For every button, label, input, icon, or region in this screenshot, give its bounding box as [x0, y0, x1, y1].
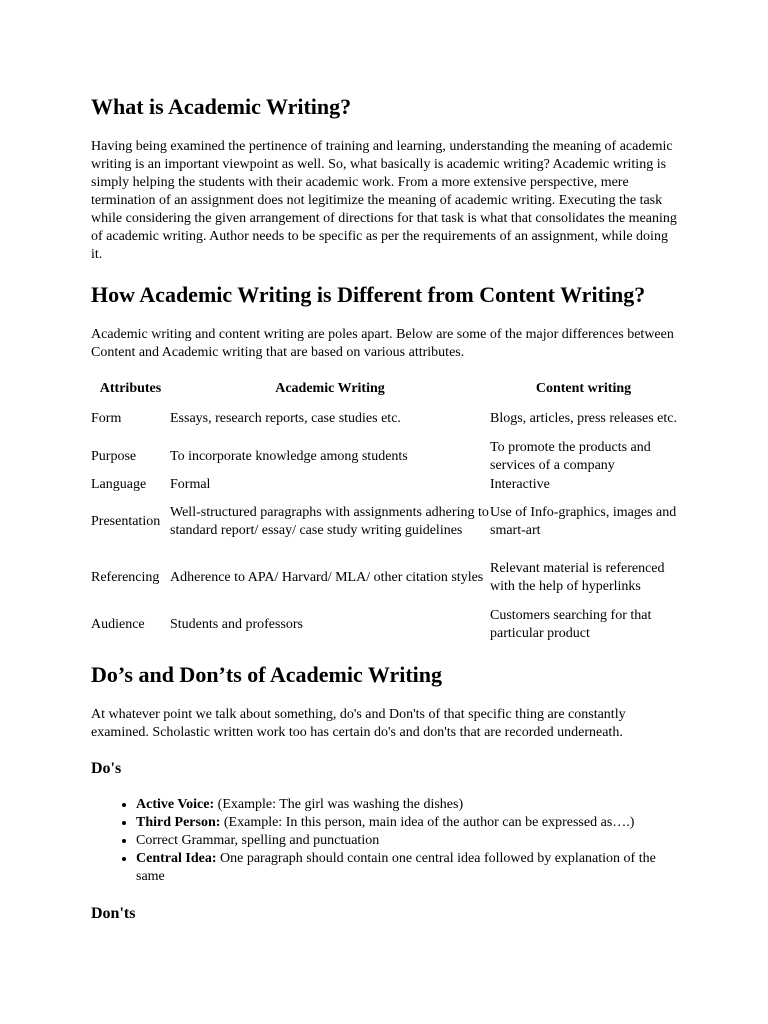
table-cell-attribute: Language — [91, 477, 147, 492]
table-cell-academic: Well-structured paragraphs with assignments adhering to standard report/ essay/ case study writing guidelines — [170, 505, 489, 538]
table-header-row — [91, 379, 677, 400]
table-cell-content: Blogs, articles, press releases etc. — [490, 411, 677, 426]
table-cell-attribute: Form — [91, 411, 122, 426]
table-cell-academic: Formal — [170, 477, 211, 492]
list-item-text: Correct Grammar, spelling and punctuation — [136, 833, 380, 848]
table-header-attributes: Attributes — [99, 381, 162, 396]
table-cell-academic: To incorporate knowledge among students — [170, 449, 408, 464]
table-row — [91, 494, 677, 550]
heading-donts: Don'ts — [91, 905, 136, 922]
list-item — [136, 796, 677, 814]
list-item-text: (Example: In this person, main idea of the author can be expressed as….) — [220, 815, 635, 830]
table-header-academic-writing: Academic Writing — [275, 381, 385, 396]
heading-dos-and-donts: Do’s and Don’ts of Academic Writing — [91, 662, 442, 687]
list-item — [136, 814, 677, 832]
paragraph-differences-intro: Academic writing and content writing are poles apart. Below are some of the major differences between Content and Academic writing that are based on various attributes. — [91, 327, 674, 360]
table-cell-attribute: Purpose — [91, 449, 137, 464]
heading-academic-vs-content: How Academic Writing is Different from Content Writing? — [91, 282, 646, 307]
list-item-label: Active Voice: — [136, 797, 215, 812]
table-cell-content: Relevant material is referenced with the help of hyperlinks — [490, 561, 665, 594]
list-item — [136, 832, 677, 850]
table-row — [91, 400, 677, 438]
comparison-table — [91, 379, 677, 644]
table-row — [91, 438, 677, 476]
list-item — [136, 850, 677, 886]
table-header-content-writing: Content writing — [535, 381, 632, 396]
table-row — [91, 476, 677, 494]
table-cell-attribute: Referencing — [91, 570, 160, 585]
table-cell-content: Use of Info-graphics, images and smart-art — [490, 505, 677, 538]
table-cell-content: To promote the products and services of a company — [490, 440, 651, 473]
table-cell-attribute: Presentation — [91, 514, 161, 529]
list-item-text: One paragraph should contain one central idea followed by explanation of the same — [136, 851, 656, 884]
list-item-label: Third Person: — [136, 815, 221, 830]
table-cell-academic: Students and professors — [170, 617, 303, 632]
table-row — [91, 550, 677, 606]
document-content — [91, 93, 677, 924]
list-item-label: Central Idea: — [136, 851, 217, 866]
list-item-text: (Example: The girl was washing the dishes) — [214, 797, 464, 812]
table-cell-attribute: Audience — [91, 617, 145, 632]
table-cell-content: Customers searching for that particular product — [490, 608, 652, 641]
paragraph-dos-donts-intro: At whatever point we talk about something, do's and Don'ts of that specific thing are constantly examined. Scholastic written work too has certain do's and don'ts that are recorded underneath. — [91, 707, 626, 740]
table-row — [91, 606, 677, 644]
paragraph-academic-writing-intro: Having being examined the pertinence of training and learning, understanding the meaning of academic writing is an important viewpoint as well. So, what basically is academic writing? Academic writing is simply helping the students with their academic work. From a more extensive perspective, mere termination of an assignment does not legitimize the meaning of academic writing. Executing the task while considering the given arrangement of directions for that task is what that consolidates the meaning of academic writing. Author needs to be specific as per the requirements of an assignment, while doing it. — [91, 139, 677, 262]
table-cell-academic: Adherence to APA/ Harvard/ MLA/ other citation styles — [170, 570, 484, 585]
table-cell-academic: Essays, research reports, case studies etc. — [170, 411, 401, 426]
dos-list — [91, 796, 677, 886]
heading-what-is-academic-writing: What is Academic Writing? — [91, 94, 352, 119]
table-cell-content: Interactive — [490, 477, 550, 492]
heading-dos: Do's — [91, 760, 122, 777]
